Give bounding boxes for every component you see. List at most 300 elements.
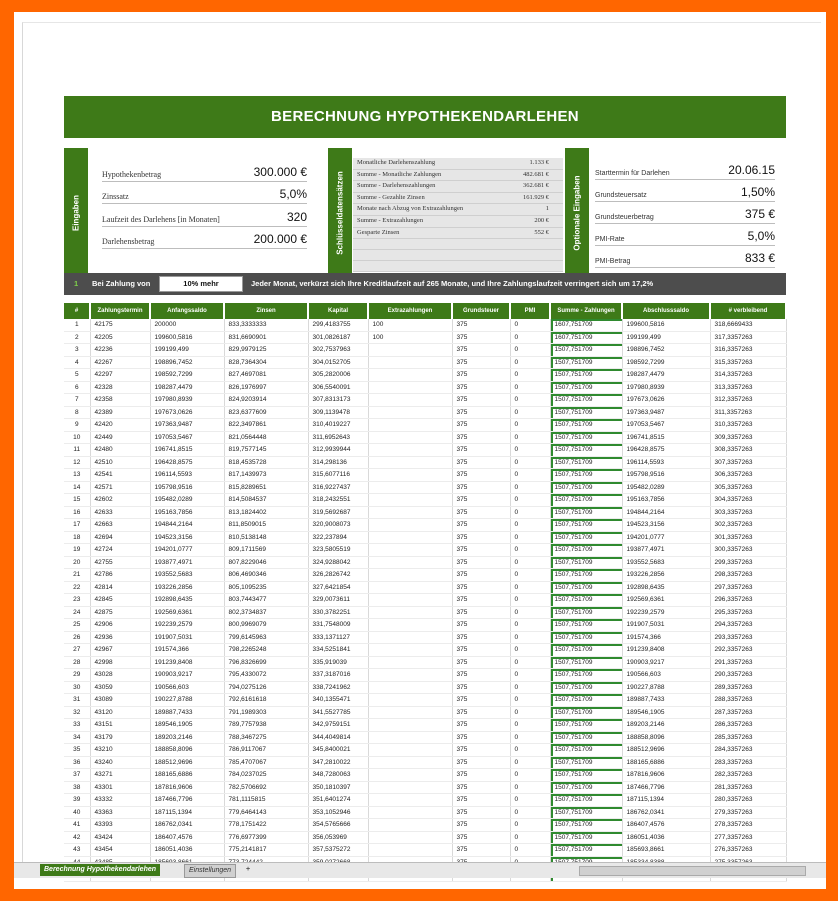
table-cell[interactable]: 288,3357263 bbox=[710, 694, 786, 707]
table-cell[interactable]: 301,3357263 bbox=[710, 531, 786, 544]
table-cell[interactable]: 782,5706692 bbox=[224, 781, 308, 794]
table-cell[interactable] bbox=[368, 519, 452, 532]
table-cell[interactable]: 196428,8575 bbox=[150, 456, 224, 469]
table-cell[interactable]: 0 bbox=[510, 619, 550, 632]
table-cell[interactable]: 192239,2579 bbox=[150, 619, 224, 632]
opt-row-grundsteuerbetrag[interactable] bbox=[595, 203, 775, 224]
table-cell[interactable]: 375 bbox=[452, 344, 510, 357]
table-cell[interactable]: 1507,751709 bbox=[550, 794, 622, 807]
column-header[interactable]: # bbox=[64, 303, 90, 319]
column-header[interactable]: Anfangssaldo bbox=[150, 303, 224, 319]
table-cell[interactable]: 307,3357263 bbox=[710, 456, 786, 469]
table-cell[interactable]: 0 bbox=[510, 494, 550, 507]
column-header[interactable]: Kapital bbox=[308, 303, 368, 319]
table-cell[interactable]: 197053,5467 bbox=[622, 419, 710, 432]
table-cell[interactable]: 283,3357263 bbox=[710, 756, 786, 769]
input-row-zinssatz[interactable] bbox=[102, 181, 307, 204]
table-cell[interactable]: 0 bbox=[510, 581, 550, 594]
table-cell[interactable]: 198592,7299 bbox=[622, 356, 710, 369]
table-cell[interactable] bbox=[368, 719, 452, 732]
table-cell[interactable]: 43454 bbox=[90, 844, 150, 857]
table-cell[interactable]: 301,0826187 bbox=[308, 331, 368, 344]
table-cell[interactable]: 196741,8515 bbox=[622, 431, 710, 444]
table-cell[interactable]: 348,7280063 bbox=[308, 769, 368, 782]
table-cell[interactable]: 286,3357263 bbox=[710, 719, 786, 732]
table-cell[interactable]: 323,5805519 bbox=[308, 544, 368, 557]
table-cell[interactable]: 1507,751709 bbox=[550, 769, 622, 782]
table-cell[interactable]: 42389 bbox=[90, 406, 150, 419]
table-cell[interactable]: 1507,751709 bbox=[550, 444, 622, 457]
opt-value[interactable]: 20.06.15 bbox=[728, 163, 775, 177]
table-cell[interactable]: 43059 bbox=[90, 681, 150, 694]
table-cell[interactable]: 38 bbox=[64, 781, 90, 794]
table-cell[interactable]: 36 bbox=[64, 756, 90, 769]
table-cell[interactable]: 292,3357263 bbox=[710, 644, 786, 657]
table-cell[interactable]: 375 bbox=[452, 531, 510, 544]
table-cell[interactable]: 819,7577145 bbox=[224, 444, 308, 457]
column-header[interactable]: Zahlungstermin bbox=[90, 303, 150, 319]
table-cell[interactable]: 42633 bbox=[90, 506, 150, 519]
table-cell[interactable]: 186407,4576 bbox=[622, 819, 710, 832]
table-cell[interactable]: 192239,2579 bbox=[622, 606, 710, 619]
table-cell[interactable]: 824,9203914 bbox=[224, 394, 308, 407]
table-cell[interactable]: 42875 bbox=[90, 606, 150, 619]
table-cell[interactable]: 302,7537963 bbox=[308, 344, 368, 357]
table-cell[interactable]: 1507,751709 bbox=[550, 481, 622, 494]
table-cell[interactable]: 0 bbox=[510, 669, 550, 682]
table-cell[interactable]: 298,3357263 bbox=[710, 569, 786, 582]
table-cell[interactable]: 193226,2856 bbox=[622, 569, 710, 582]
table-cell[interactable]: 0 bbox=[510, 694, 550, 707]
table-cell[interactable]: 795,4330072 bbox=[224, 669, 308, 682]
table-cell[interactable]: 190227,8788 bbox=[622, 681, 710, 694]
table-cell[interactable]: 304,0152705 bbox=[308, 356, 368, 369]
input-value[interactable]: 200.000 € bbox=[253, 232, 307, 246]
table-cell[interactable]: 316,3357263 bbox=[710, 344, 786, 357]
table-cell[interactable]: 191907,5031 bbox=[150, 631, 224, 644]
table-cell[interactable]: 375 bbox=[452, 381, 510, 394]
table-cell[interactable]: 375 bbox=[452, 794, 510, 807]
table-cell[interactable]: 43151 bbox=[90, 719, 150, 732]
table-cell[interactable]: 1507,751709 bbox=[550, 781, 622, 794]
table-cell[interactable]: 813,1824402 bbox=[224, 506, 308, 519]
table-cell[interactable]: 34 bbox=[64, 731, 90, 744]
table-cell[interactable]: 0 bbox=[510, 506, 550, 519]
table-cell[interactable]: 0 bbox=[510, 369, 550, 382]
table-cell[interactable]: 0 bbox=[510, 344, 550, 357]
table-cell[interactable]: 1507,751709 bbox=[550, 669, 622, 682]
table-cell[interactable]: 42786 bbox=[90, 569, 150, 582]
table-cell[interactable]: 345,8400021 bbox=[308, 744, 368, 757]
table-cell[interactable]: 4 bbox=[64, 356, 90, 369]
table-cell[interactable]: 193877,4971 bbox=[150, 556, 224, 569]
table-cell[interactable]: 189546,1905 bbox=[622, 706, 710, 719]
table-cell[interactable] bbox=[368, 806, 452, 819]
table-cell[interactable]: 1507,751709 bbox=[550, 644, 622, 657]
table-cell[interactable] bbox=[368, 419, 452, 432]
table-cell[interactable]: 798,2265248 bbox=[224, 644, 308, 657]
table-cell[interactable]: 186762,0341 bbox=[150, 819, 224, 832]
table-cell[interactable]: 42755 bbox=[90, 556, 150, 569]
table-cell[interactable]: 42449 bbox=[90, 431, 150, 444]
table-cell[interactable]: 779,6464143 bbox=[224, 806, 308, 819]
table-cell[interactable]: 354,5765666 bbox=[308, 819, 368, 832]
table-cell[interactable]: 43120 bbox=[90, 706, 150, 719]
table-cell[interactable]: 199199,499 bbox=[622, 331, 710, 344]
table-cell[interactable] bbox=[368, 406, 452, 419]
table-cell[interactable] bbox=[368, 606, 452, 619]
table-cell[interactable]: 0 bbox=[510, 719, 550, 732]
table-cell[interactable]: 375 bbox=[452, 806, 510, 819]
table-cell[interactable]: 197363,9487 bbox=[150, 419, 224, 432]
sheet-tab-berechnung[interactable]: Berechnung Hypothekendarlehen bbox=[40, 864, 160, 876]
table-cell[interactable]: 335,919039 bbox=[308, 656, 368, 669]
table-cell[interactable]: 337,3187016 bbox=[308, 669, 368, 682]
table-cell[interactable]: 1507,751709 bbox=[550, 606, 622, 619]
table-cell[interactable]: 326,2826742 bbox=[308, 569, 368, 582]
table-cell[interactable]: 311,3357263 bbox=[710, 406, 786, 419]
table-cell[interactable]: 351,6401274 bbox=[308, 794, 368, 807]
table-cell[interactable]: 375 bbox=[452, 606, 510, 619]
table-cell[interactable]: 281,3357263 bbox=[710, 781, 786, 794]
table-cell[interactable]: 33 bbox=[64, 719, 90, 732]
table-cell[interactable]: 196741,8515 bbox=[150, 444, 224, 457]
table-cell[interactable]: 0 bbox=[510, 569, 550, 582]
table-cell[interactable]: 295,3357263 bbox=[710, 606, 786, 619]
table-cell[interactable]: 188512,9696 bbox=[150, 756, 224, 769]
table-cell[interactable]: 18 bbox=[64, 531, 90, 544]
table-cell[interactable] bbox=[368, 369, 452, 382]
table-cell[interactable]: 375 bbox=[452, 756, 510, 769]
table-cell[interactable]: 327,6421854 bbox=[308, 581, 368, 594]
column-header[interactable]: Grundsteuer bbox=[452, 303, 510, 319]
extra-payment-input[interactable]: 10% mehr bbox=[159, 276, 243, 292]
table-cell[interactable]: 806,4690346 bbox=[224, 569, 308, 582]
opt-row-grundsteuersatz[interactable] bbox=[595, 181, 775, 202]
table-cell[interactable]: 0 bbox=[510, 419, 550, 432]
table-cell[interactable]: 279,3357263 bbox=[710, 806, 786, 819]
table-cell[interactable]: 312,3357263 bbox=[710, 394, 786, 407]
table-cell[interactable]: 815,8289651 bbox=[224, 481, 308, 494]
table-cell[interactable]: 0 bbox=[510, 381, 550, 394]
table-cell[interactable]: 375 bbox=[452, 781, 510, 794]
table-cell[interactable]: 186762,0341 bbox=[622, 806, 710, 819]
table-cell[interactable]: 43301 bbox=[90, 781, 150, 794]
table-cell[interactable]: 1607,751709 bbox=[550, 319, 622, 331]
table-cell[interactable]: 827,4697081 bbox=[224, 369, 308, 382]
table-cell[interactable]: 350,1810397 bbox=[308, 781, 368, 794]
table-cell[interactable]: 42936 bbox=[90, 631, 150, 644]
table-cell[interactable]: 198896,7452 bbox=[150, 356, 224, 369]
table-cell[interactable]: 821,0564448 bbox=[224, 431, 308, 444]
table-cell[interactable] bbox=[368, 731, 452, 744]
table-cell[interactable]: 303,3357263 bbox=[710, 506, 786, 519]
table-cell[interactable]: 802,3734837 bbox=[224, 606, 308, 619]
horizontal-scrollbar[interactable] bbox=[579, 866, 806, 876]
table-cell[interactable]: 817,1439973 bbox=[224, 469, 308, 482]
table-cell[interactable]: 187115,1394 bbox=[622, 794, 710, 807]
table-cell[interactable]: 42175 bbox=[90, 319, 150, 331]
table-cell[interactable]: 191574,366 bbox=[150, 644, 224, 657]
table-cell[interactable]: 188858,8096 bbox=[622, 731, 710, 744]
table-cell[interactable]: 192898,6435 bbox=[150, 594, 224, 607]
table-cell[interactable]: 1607,751709 bbox=[550, 331, 622, 344]
column-header[interactable]: Abschlusssaldo bbox=[622, 303, 710, 319]
table-cell[interactable]: 43332 bbox=[90, 794, 150, 807]
table-cell[interactable]: 289,3357263 bbox=[710, 681, 786, 694]
table-cell[interactable]: 1507,751709 bbox=[550, 744, 622, 757]
table-cell[interactable]: 43393 bbox=[90, 819, 150, 832]
table-cell[interactable]: 39 bbox=[64, 794, 90, 807]
table-cell[interactable]: 43028 bbox=[90, 669, 150, 682]
table-cell[interactable] bbox=[368, 544, 452, 557]
table-cell[interactable] bbox=[368, 769, 452, 782]
table-cell[interactable]: 778,1751422 bbox=[224, 819, 308, 832]
table-cell[interactable]: 1507,751709 bbox=[550, 756, 622, 769]
table-cell[interactable]: 195482,0289 bbox=[622, 481, 710, 494]
table-cell[interactable]: 26 bbox=[64, 631, 90, 644]
table-cell[interactable]: 294,3357263 bbox=[710, 619, 786, 632]
table-cell[interactable]: 375 bbox=[452, 556, 510, 569]
table-cell[interactable]: 313,3357263 bbox=[710, 381, 786, 394]
table-cell[interactable]: 375 bbox=[452, 844, 510, 857]
table-cell[interactable]: 1507,751709 bbox=[550, 344, 622, 357]
table-cell[interactable]: 42541 bbox=[90, 469, 150, 482]
table-cell[interactable]: 198592,7299 bbox=[150, 369, 224, 382]
table-cell[interactable] bbox=[368, 469, 452, 482]
table-cell[interactable]: 187466,7796 bbox=[622, 781, 710, 794]
table-cell[interactable]: 1507,751709 bbox=[550, 394, 622, 407]
table-cell[interactable]: 300,3357263 bbox=[710, 544, 786, 557]
table-cell[interactable]: 0 bbox=[510, 556, 550, 569]
table-cell[interactable]: 42510 bbox=[90, 456, 150, 469]
table-cell[interactable]: 43424 bbox=[90, 831, 150, 844]
table-cell[interactable]: 276,3357263 bbox=[710, 844, 786, 857]
table-cell[interactable]: 809,1711569 bbox=[224, 544, 308, 557]
table-cell[interactable]: 375 bbox=[452, 331, 510, 344]
table-cell[interactable]: 190903,9217 bbox=[150, 669, 224, 682]
table-cell[interactable]: 775,2141817 bbox=[224, 844, 308, 857]
table-cell[interactable]: 42297 bbox=[90, 369, 150, 382]
table-cell[interactable]: 342,9759151 bbox=[308, 719, 368, 732]
table-cell[interactable]: 198287,4479 bbox=[150, 381, 224, 394]
table-cell[interactable]: 195798,9516 bbox=[622, 469, 710, 482]
table-cell[interactable]: 319,5692687 bbox=[308, 506, 368, 519]
table-cell[interactable]: 43210 bbox=[90, 744, 150, 757]
table-cell[interactable]: 791,1989303 bbox=[224, 706, 308, 719]
table-cell[interactable]: 818,4535728 bbox=[224, 456, 308, 469]
table-cell[interactable]: 310,3357263 bbox=[710, 419, 786, 432]
opt-value[interactable]: 5,0% bbox=[747, 229, 775, 243]
table-cell[interactable]: 186051,4036 bbox=[622, 831, 710, 844]
table-cell[interactable]: 0 bbox=[510, 331, 550, 344]
table-cell[interactable]: 195163,7856 bbox=[150, 506, 224, 519]
table-cell[interactable]: 375 bbox=[452, 769, 510, 782]
table-cell[interactable]: 375 bbox=[452, 744, 510, 757]
table-cell[interactable]: 0 bbox=[510, 731, 550, 744]
table-cell[interactable] bbox=[368, 681, 452, 694]
table-cell[interactable]: 43363 bbox=[90, 806, 150, 819]
table-cell[interactable]: 1507,751709 bbox=[550, 581, 622, 594]
table-cell[interactable]: 42267 bbox=[90, 356, 150, 369]
add-sheet-button[interactable]: + bbox=[246, 866, 251, 873]
table-cell[interactable]: 190903,9217 bbox=[622, 656, 710, 669]
table-cell[interactable]: 310,4019227 bbox=[308, 419, 368, 432]
table-cell[interactable]: 187816,9606 bbox=[622, 769, 710, 782]
table-cell[interactable]: 375 bbox=[452, 694, 510, 707]
table-cell[interactable]: 810,5138148 bbox=[224, 531, 308, 544]
table-cell[interactable]: 317,3357263 bbox=[710, 331, 786, 344]
table-cell[interactable]: 42420 bbox=[90, 419, 150, 432]
table-cell[interactable]: 1507,751709 bbox=[550, 431, 622, 444]
table-cell[interactable]: 356,053969 bbox=[308, 831, 368, 844]
table-cell[interactable]: 375 bbox=[452, 719, 510, 732]
table-cell[interactable]: 799,6145963 bbox=[224, 631, 308, 644]
table-cell[interactable]: 196428,8575 bbox=[622, 444, 710, 457]
table-cell[interactable] bbox=[368, 481, 452, 494]
table-cell[interactable]: 375 bbox=[452, 619, 510, 632]
table-cell[interactable] bbox=[368, 619, 452, 632]
table-cell[interactable] bbox=[368, 631, 452, 644]
table-cell[interactable]: 375 bbox=[452, 544, 510, 557]
table-cell[interactable]: 194523,3156 bbox=[150, 531, 224, 544]
table-cell[interactable]: 331,7548009 bbox=[308, 619, 368, 632]
table-cell[interactable]: 811,8509015 bbox=[224, 519, 308, 532]
table-cell[interactable]: 794,0275126 bbox=[224, 681, 308, 694]
table-cell[interactable]: 0 bbox=[510, 844, 550, 857]
table-cell[interactable]: 1507,751709 bbox=[550, 806, 622, 819]
table-cell[interactable]: 8 bbox=[64, 406, 90, 419]
table-cell[interactable]: 190566,603 bbox=[150, 681, 224, 694]
table-cell[interactable]: 1507,751709 bbox=[550, 419, 622, 432]
table-cell[interactable]: 1507,751709 bbox=[550, 406, 622, 419]
table-cell[interactable]: 285,3357263 bbox=[710, 731, 786, 744]
table-cell[interactable] bbox=[368, 594, 452, 607]
table-cell[interactable]: 43240 bbox=[90, 756, 150, 769]
table-cell[interactable] bbox=[368, 444, 452, 457]
table-cell[interactable]: 375 bbox=[452, 469, 510, 482]
table-cell[interactable]: 0 bbox=[510, 656, 550, 669]
table-cell[interactable]: 287,3357263 bbox=[710, 706, 786, 719]
table-cell[interactable]: 304,3357263 bbox=[710, 494, 786, 507]
table-cell[interactable]: 194844,2164 bbox=[622, 506, 710, 519]
table-cell[interactable]: 375 bbox=[452, 419, 510, 432]
table-cell[interactable]: 309,3357263 bbox=[710, 431, 786, 444]
table-cell[interactable]: 2 bbox=[64, 331, 90, 344]
table-cell[interactable]: 0 bbox=[510, 444, 550, 457]
table-cell[interactable]: 188512,9696 bbox=[622, 744, 710, 757]
table-cell[interactable]: 29 bbox=[64, 669, 90, 682]
table-cell[interactable] bbox=[368, 556, 452, 569]
column-header[interactable]: PMI bbox=[510, 303, 550, 319]
table-cell[interactable]: 191239,8408 bbox=[150, 656, 224, 669]
table-cell[interactable]: 0 bbox=[510, 319, 550, 331]
table-cell[interactable]: 192569,6361 bbox=[150, 606, 224, 619]
table-cell[interactable]: 0 bbox=[510, 456, 550, 469]
table-cell[interactable]: 24 bbox=[64, 606, 90, 619]
table-cell[interactable]: 299,3357263 bbox=[710, 556, 786, 569]
table-cell[interactable] bbox=[368, 356, 452, 369]
table-cell[interactable]: 822,3497861 bbox=[224, 419, 308, 432]
table-cell[interactable]: 196114,5593 bbox=[622, 456, 710, 469]
table-cell[interactable]: 16 bbox=[64, 506, 90, 519]
table-cell[interactable]: 43 bbox=[64, 844, 90, 857]
opt-row-pmi-rate[interactable] bbox=[595, 225, 775, 246]
table-cell[interactable]: 3 bbox=[64, 344, 90, 357]
table-cell[interactable]: 1507,751709 bbox=[550, 631, 622, 644]
table-cell[interactable]: 297,3357263 bbox=[710, 581, 786, 594]
table-cell[interactable]: 42328 bbox=[90, 381, 150, 394]
table-cell[interactable]: 375 bbox=[452, 569, 510, 582]
table-cell[interactable]: 826,1976997 bbox=[224, 381, 308, 394]
table-cell[interactable]: 0 bbox=[510, 769, 550, 782]
table-cell[interactable]: 781,1115815 bbox=[224, 794, 308, 807]
table-cell[interactable] bbox=[368, 669, 452, 682]
table-cell[interactable]: 828,7364304 bbox=[224, 356, 308, 369]
table-cell[interactable]: 1 bbox=[64, 319, 90, 331]
table-cell[interactable]: 375 bbox=[452, 594, 510, 607]
input-row-hypothekenbetrag[interactable] bbox=[102, 159, 307, 182]
table-cell[interactable]: 197673,0626 bbox=[622, 394, 710, 407]
table-cell[interactable]: 333,1371127 bbox=[308, 631, 368, 644]
table-cell[interactable]: 1507,751709 bbox=[550, 519, 622, 532]
table-cell[interactable]: 375 bbox=[452, 356, 510, 369]
table-cell[interactable]: 1507,751709 bbox=[550, 569, 622, 582]
table-cell[interactable]: 10 bbox=[64, 431, 90, 444]
table-cell[interactable]: 0 bbox=[510, 594, 550, 607]
table-cell[interactable] bbox=[368, 781, 452, 794]
table-cell[interactable] bbox=[368, 819, 452, 832]
table-cell[interactable]: 190227,8788 bbox=[150, 694, 224, 707]
table-cell[interactable]: 334,5251841 bbox=[308, 644, 368, 657]
table-cell[interactable] bbox=[368, 531, 452, 544]
table-cell[interactable]: 41 bbox=[64, 819, 90, 832]
table-cell[interactable]: 341,5527785 bbox=[308, 706, 368, 719]
table-cell[interactable]: 42814 bbox=[90, 581, 150, 594]
table-cell[interactable]: 42 bbox=[64, 831, 90, 844]
table-cell[interactable]: 194844,2164 bbox=[150, 519, 224, 532]
table-cell[interactable]: 42663 bbox=[90, 519, 150, 532]
table-cell[interactable]: 194201,0777 bbox=[622, 531, 710, 544]
table-cell[interactable]: 0 bbox=[510, 744, 550, 757]
table-cell[interactable]: 42967 bbox=[90, 644, 150, 657]
table-cell[interactable]: 307,8313173 bbox=[308, 394, 368, 407]
table-cell[interactable]: 375 bbox=[452, 669, 510, 682]
table-cell[interactable]: 195482,0289 bbox=[150, 494, 224, 507]
table-cell[interactable]: 375 bbox=[452, 319, 510, 331]
table-cell[interactable]: 375 bbox=[452, 431, 510, 444]
table-cell[interactable] bbox=[368, 394, 452, 407]
table-cell[interactable]: 338,7241962 bbox=[308, 681, 368, 694]
table-cell[interactable]: 188165,6886 bbox=[622, 756, 710, 769]
table-cell[interactable]: 0 bbox=[510, 519, 550, 532]
table-cell[interactable]: 789,7757938 bbox=[224, 719, 308, 732]
table-cell[interactable]: 199600,5816 bbox=[150, 331, 224, 344]
table-cell[interactable]: 0 bbox=[510, 469, 550, 482]
table-cell[interactable]: 100 bbox=[368, 331, 452, 344]
table-cell[interactable]: 1507,751709 bbox=[550, 656, 622, 669]
table-cell[interactable]: 194201,0777 bbox=[150, 544, 224, 557]
table-cell[interactable]: 191574,366 bbox=[622, 631, 710, 644]
table-cell[interactable]: 9 bbox=[64, 419, 90, 432]
table-cell[interactable]: 30 bbox=[64, 681, 90, 694]
table-cell[interactable]: 829,9979125 bbox=[224, 344, 308, 357]
table-cell[interactable]: 192898,6435 bbox=[622, 581, 710, 594]
table-cell[interactable]: 1507,751709 bbox=[550, 494, 622, 507]
table-cell[interactable]: 186407,4576 bbox=[150, 831, 224, 844]
column-header[interactable]: Extrazahlungen bbox=[368, 303, 452, 319]
input-value[interactable]: 5,0% bbox=[279, 187, 307, 201]
